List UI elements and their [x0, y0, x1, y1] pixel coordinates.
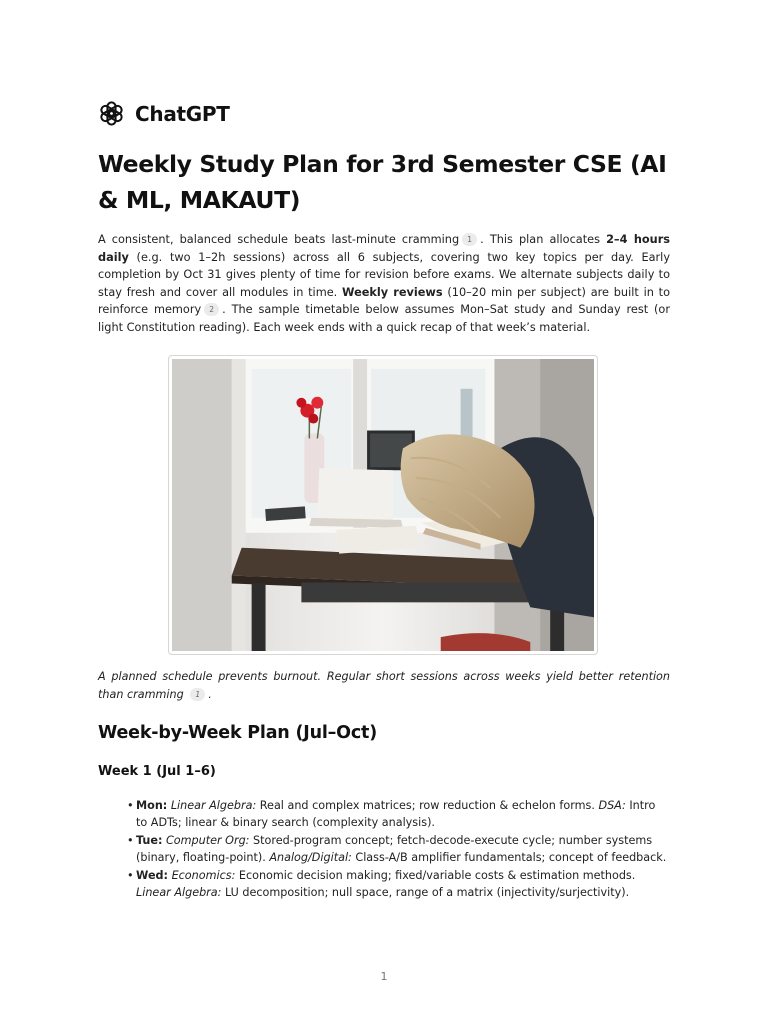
list-item: [128, 797, 670, 832]
list-item: [128, 832, 670, 867]
section-heading: Week-by-Week Plan (Jul–Oct): [98, 723, 377, 743]
subject-label: Linear Algebra:: [170, 799, 257, 812]
day-list: [128, 797, 670, 901]
topic-text: Class-A/B amplifier fundamentals; concept of feedback.: [351, 851, 667, 865]
day-label: Mon:: [136, 799, 168, 812]
study-desk-photo: [172, 359, 594, 651]
list-item: [128, 867, 670, 902]
figure-frame: [168, 355, 598, 655]
brand-header: [98, 100, 230, 127]
figure-caption: [98, 668, 670, 703]
topic-text: Stored-program concept; fetch-decode-execute cycle; number systems (binary, floating-point).: [136, 833, 653, 865]
brand-name: ChatGPT: [135, 101, 230, 126]
intro-paragraph: [98, 231, 670, 337]
topic-text: Economic decision making; fixed/variable costs & estimation methods.: [235, 868, 636, 882]
day-label: Wed:: [136, 868, 169, 882]
intro-text: (10–20 min per subject) are built in to reinforce memory: [98, 285, 670, 317]
day-label: Tue:: [136, 833, 163, 847]
subject-label: DSA:: [598, 799, 626, 812]
page-number: 1: [380, 970, 388, 983]
week-heading: Week 1 (Jul 1–6): [98, 764, 216, 779]
openai-logo-icon: [98, 100, 125, 127]
intro-text: . This plan allocates: [480, 233, 607, 246]
intro-bold-text: Weekly reviews: [342, 285, 443, 299]
intro-text: A consistent, balanced schedule beats last-minute cramming: [98, 233, 460, 246]
intro-text: . The sample timetable below assumes Mon–Sat study and Sunday rest (or light Constitution reading). Each week ends with a quick recap of that week’s material.: [98, 303, 670, 334]
intro-bold-text: 2–4 hours daily: [98, 233, 670, 264]
topic-text: Real and complex matrices; row reduction & echelon forms.: [256, 799, 599, 812]
citation-badge[interactable]: 1: [462, 233, 477, 246]
citation-badge[interactable]: 2: [204, 303, 219, 316]
subject-label: Linear Algebra:: [136, 886, 222, 900]
subject-label: Economics:: [171, 868, 236, 882]
subject-label: Analog/Digital:: [269, 851, 352, 865]
topic-text: LU decomposition; null space, range of a matrix (injectivity/surjectivity).: [221, 886, 630, 900]
caption-text: A planned schedule prevents burnout. Regular short sessions across weeks yield better retention than cramming: [98, 670, 670, 701]
caption-text: .: [208, 687, 212, 701]
page-title: Weekly Study Plan for 3rd Semester CSE (AI & ML, MAKAUT): [98, 150, 667, 214]
intro-text: (e.g. two 1–2h sessions) across all 6 subjects, covering two key topics per day. Early completion by Oct 31 gives plenty of time for revision before exams. We alternate subjects daily to stay fresh and cover all modules in time.: [98, 250, 670, 299]
citation-badge[interactable]: 1: [190, 688, 205, 701]
topic-text: Intro to ADTs; linear & binary search (complexity analysis).: [136, 799, 656, 830]
subject-label: Computer Org:: [166, 833, 250, 847]
